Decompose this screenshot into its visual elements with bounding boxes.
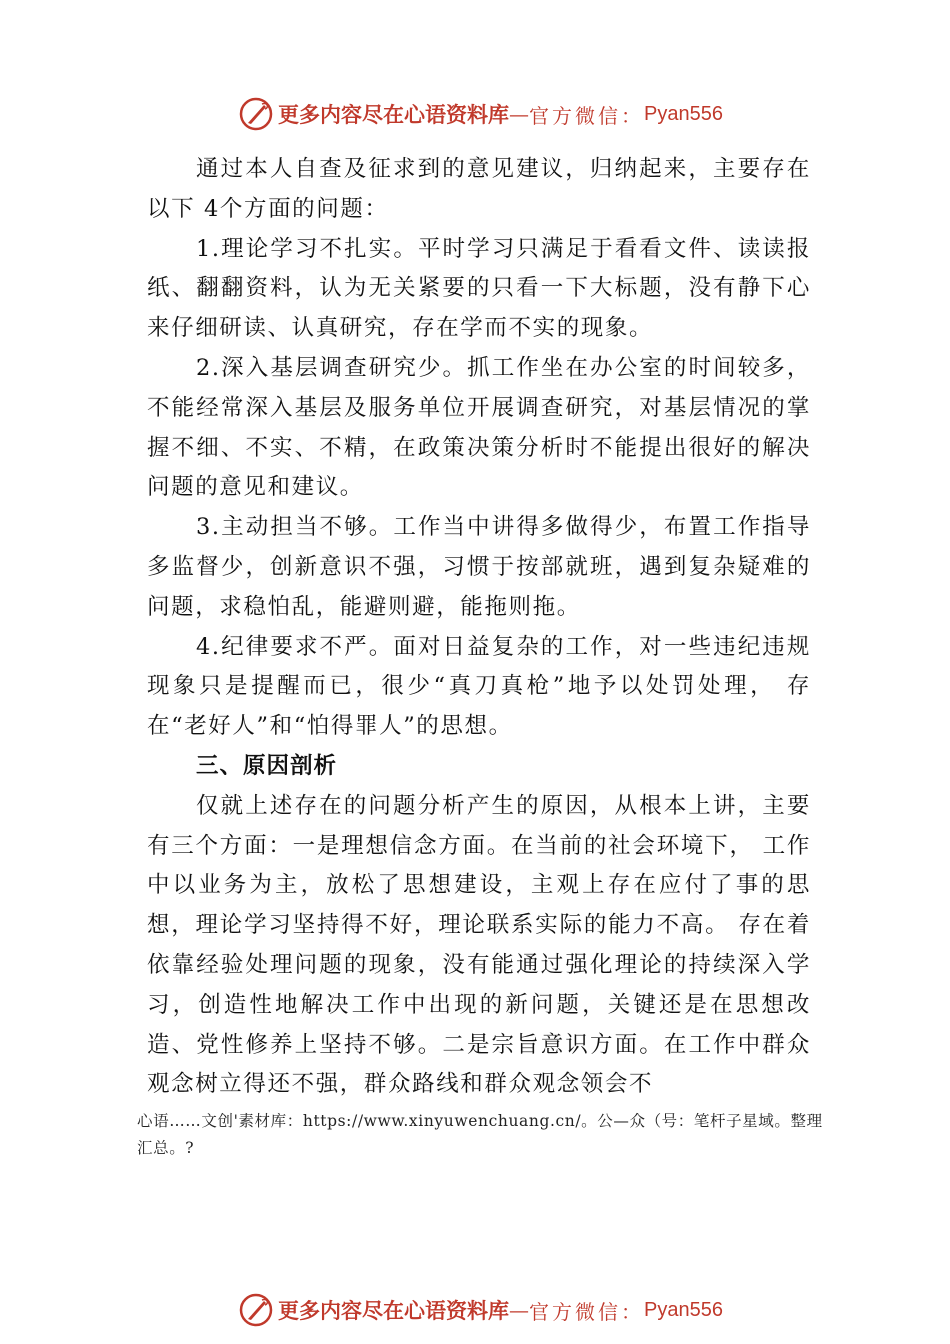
issue-paragraph-2: 2.深入基层调查研究少。抓工作坐在办公室的时间较多，不能经常深入基层及服务单位开展调查研究，对基层情况的掌握不细、不实、不精，在政策决策分析时不能提出很好的解决问题的意见和建议。 bbox=[147, 354, 811, 501]
quill-pen-circle-icon bbox=[238, 1292, 274, 1328]
banner-sub-text: 官方微信： bbox=[529, 1299, 644, 1324]
banner-sub-text: 官方微信： bbox=[529, 103, 644, 128]
section-heading: 三、原因剖析 bbox=[196, 752, 338, 779]
banner-dash: — bbox=[509, 102, 529, 126]
intro-paragraph: 通过本人自查及征求到的意见建议，归纳起来，主要存在以下 4个方面的问题： bbox=[147, 156, 811, 222]
banner-main-text: 更多内容尽在心语资料库 bbox=[278, 1298, 509, 1323]
document-body bbox=[147, 150, 811, 1105]
footer-note: 心语……文创'素材库：https://www.xinyuwenchuang.cn/。公—众（号：笔杆子星域。整理汇总。? bbox=[137, 1112, 823, 1157]
issue-paragraph-3: 3.主动担当不够。工作当中讲得多做得少，布置工作指导多监督少，创新意识不强，习惯于按部就班，遇到复杂疑难的问题，求稳怕乱，能避则避，能拖则拖。 bbox=[147, 514, 811, 620]
banner-dash: — bbox=[509, 1298, 529, 1322]
cause-analysis-paragraph: 仅就上述存在的问题分析产生的原因，从根本上讲，主要有三个方面：一是理想信念方面。在当前的社会环境下， 工作中以业务为主，放松了思想建设，主观上存在应付了事的思想，理论学习坚持得不好，理论联系实际的能力不高。 存在着依靠经验处理问题的现象，没有能通过强化理论的持续深入学习，创造性地解决工作中出现的新问题，关键还是在思想改造、党性修养上坚持不够。二是宗旨意识方面。在工作中群众观念树立得还不强，群众路线和群众观念领会不 bbox=[147, 792, 811, 1098]
header-banner bbox=[238, 94, 723, 134]
banner-main-text: 更多内容尽在心语资料库 bbox=[278, 102, 509, 127]
banner-wechat-id: Pyan556 bbox=[644, 1298, 723, 1321]
issue-paragraph-4: 4.纪律要求不严。面对日益复杂的工作，对一些违纪违规现象只是提醒而已，很少“真刀真枪”地予以处罚处理， 存在“老好人”和“怕得罪人”的思想。 bbox=[147, 633, 811, 740]
banner-wechat-id: Pyan556 bbox=[644, 102, 723, 125]
footer-banner bbox=[238, 1290, 723, 1330]
issue-paragraph-1: 1.理论学习不扎实。平时学习只满足于看看文件、读读报纸、翻翻资料，认为无关紧要的只看一下大标题，没有静下心来仔细研读、认真研究，存在学而不实的现象。 bbox=[147, 235, 811, 342]
quill-pen-circle-icon bbox=[238, 96, 274, 132]
